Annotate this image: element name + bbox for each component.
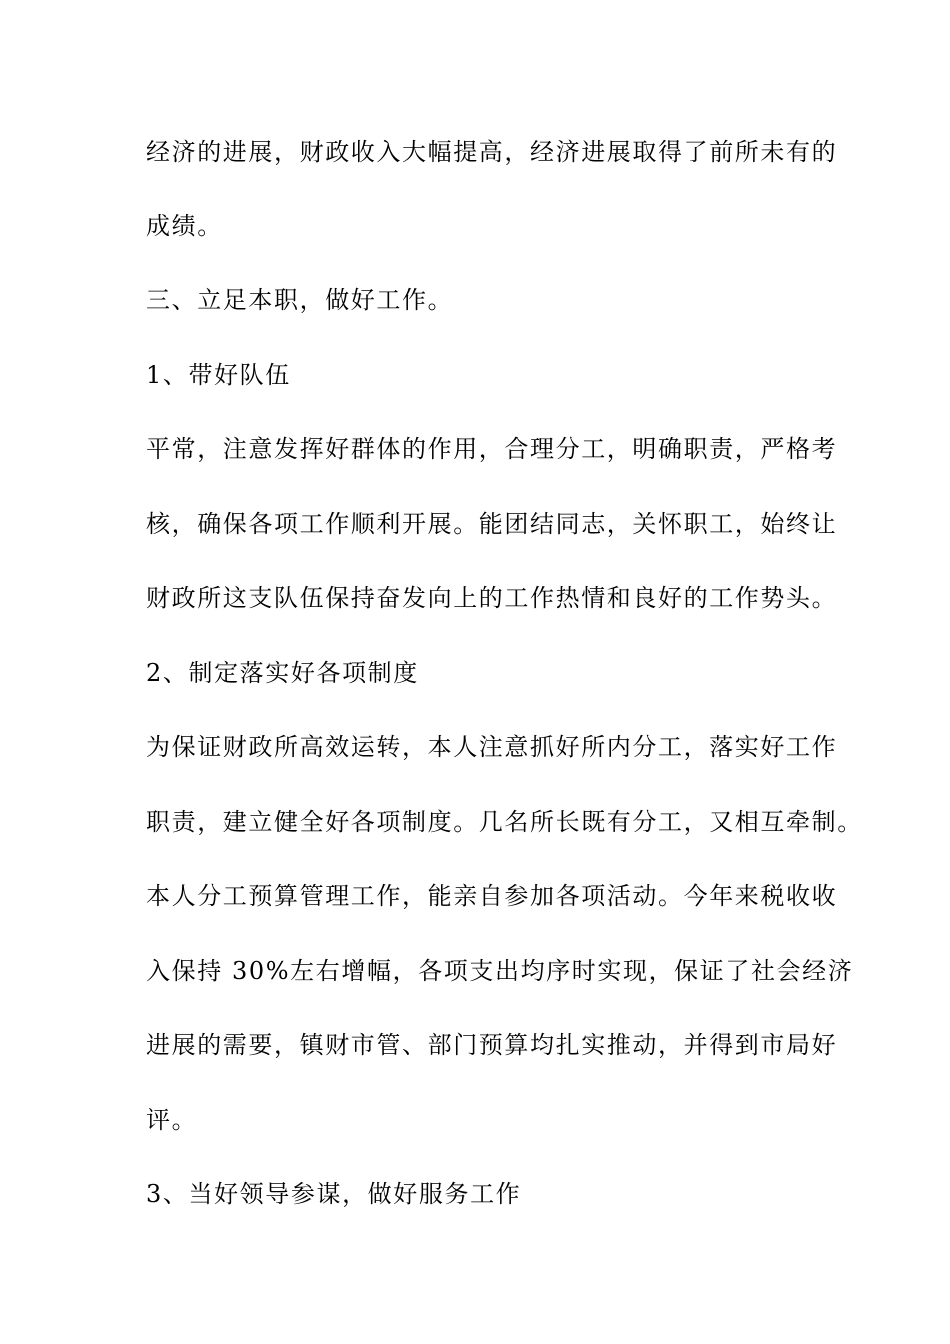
- paragraph-line: 经济的进展，财政收入大幅提高，经济进展取得了前所未有的: [146, 138, 838, 166]
- paragraph-line: 评。: [146, 1106, 198, 1134]
- paragraph-line: 核，确保各项工作顺利开展。能团结同志，关怀职工，始终让: [146, 510, 838, 538]
- subsection-heading: 2、制定落实好各项制度: [146, 659, 419, 687]
- subsection-heading: 3、当好领导参谋，做好服务工作: [146, 1180, 522, 1208]
- paragraph-line: 财政所这支队伍保持奋发向上的工作热情和良好的工作势头。: [146, 584, 838, 612]
- subsection-heading: 1、带好队伍: [146, 361, 291, 389]
- paragraph-line: 为保证财政所高效运转，本人注意抓好所内分工，落实好工作: [146, 733, 838, 761]
- paragraph-line: 本人分工预算管理工作，能亲自参加各项活动。今年来税收收: [146, 882, 838, 910]
- paragraph-line: 成绩。: [146, 212, 223, 240]
- section-heading: 三、立足本职，做好工作。: [146, 286, 454, 314]
- paragraph-line: 进展的需要，镇财市管、部门预算均扎实推动，并得到市局好: [146, 1031, 838, 1059]
- paragraph-line: 职责，建立健全好各项制度。几名所长既有分工，又相互牵制。: [146, 808, 863, 836]
- paragraph-line: 入保持 30%左右增幅，各项支出均序时实现，保证了社会经济: [146, 957, 854, 985]
- paragraph-line: 平常，注意发挥好群体的作用，合理分工，明确职责，严格考: [146, 435, 838, 463]
